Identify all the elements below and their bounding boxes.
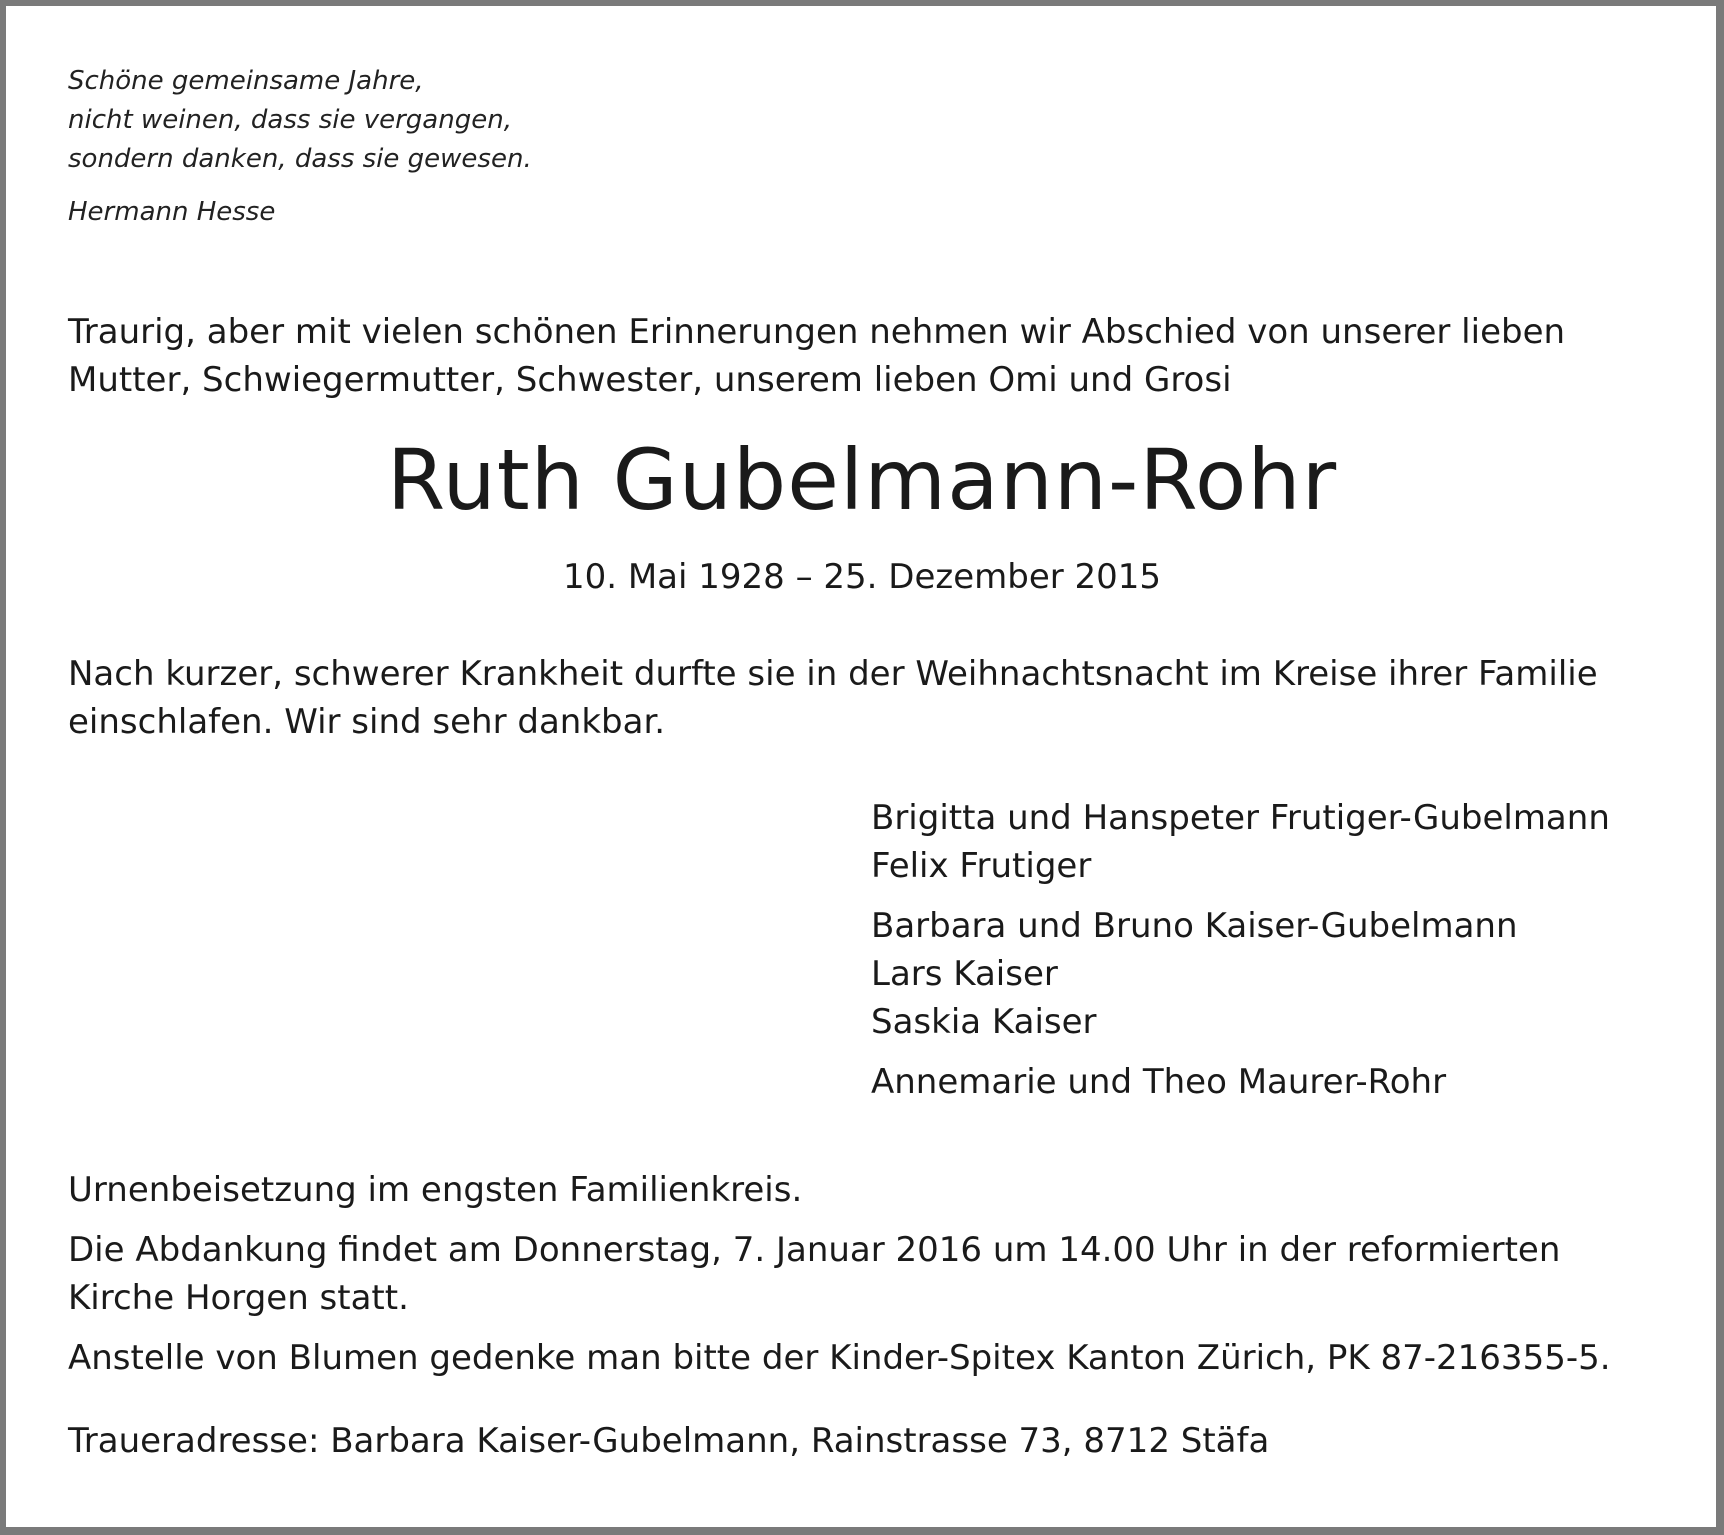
intro-text xyxy=(68,308,1565,404)
intro-line: Traurig, aber mit vielen schönen Erinnerungen nehmen wir Abschied von unserer lieben xyxy=(68,312,1566,352)
mourner-name: Barbara und Bruno Kaiser-Gubelmann xyxy=(871,906,1518,946)
burial-text: Urnenbeisetzung im engsten Familienkreis. xyxy=(68,1170,803,1210)
mourner-name: Brigitta und Hanspeter Frutiger-Gubelmann xyxy=(871,798,1610,838)
service-line: Kirche Horgen statt. xyxy=(68,1278,409,1318)
message-line: einschlafen. Wir sind sehr dankbar. xyxy=(68,702,666,742)
donation-text: Anstelle von Blumen gedenke man bitte der Kinder-Spitex Kanton Zürich, PK 87-216355-5. xyxy=(68,1338,1611,1378)
intro-line: Mutter, Schwiegermutter, Schwester, unserem lieben Omi und Grosi xyxy=(68,360,1232,400)
mourners-list xyxy=(871,794,1610,1118)
mourner-name: Felix Frutiger xyxy=(871,846,1092,886)
quote-line: Schöne gemeinsame Jahre, xyxy=(68,66,424,96)
life-dates: 10. Mai 1928 – 25. Dezember 2015 xyxy=(562,557,1162,597)
mourner-group xyxy=(871,794,1610,890)
funeral-info xyxy=(68,1166,1611,1394)
quote-line: sondern danken, dass sie gewesen. xyxy=(68,144,532,174)
deceased-name: Ruth Gubelmann-Rohr xyxy=(386,431,1338,529)
quote-line: nicht weinen, dass sie vergangen, xyxy=(68,105,512,135)
quote-author: Hermann Hesse xyxy=(68,197,276,227)
mourner-group xyxy=(871,902,1610,1046)
service-line: Die Abdankung findet am Donnerstag, 7. Januar 2016 um 14.00 Uhr in der reformierten xyxy=(68,1230,1561,1270)
mourner-name: Lars Kaiser xyxy=(871,954,1058,994)
mourner-group xyxy=(871,1058,1610,1106)
mourning-address: Traueradresse: Barbara Kaiser-Gubelmann, Rainstrasse 73, 8712 Stäfa xyxy=(68,1421,1270,1461)
message-line: Nach kurzer, schwerer Krankheit durfte sie in der Weihnachtsnacht im Kreise ihrer Familie xyxy=(68,654,1598,694)
quote xyxy=(68,62,532,179)
mourner-name: Saskia Kaiser xyxy=(871,1002,1097,1042)
message-text xyxy=(68,650,1598,746)
mourner-name: Annemarie und Theo Maurer-Rohr xyxy=(871,1062,1447,1102)
service-text xyxy=(68,1226,1611,1322)
